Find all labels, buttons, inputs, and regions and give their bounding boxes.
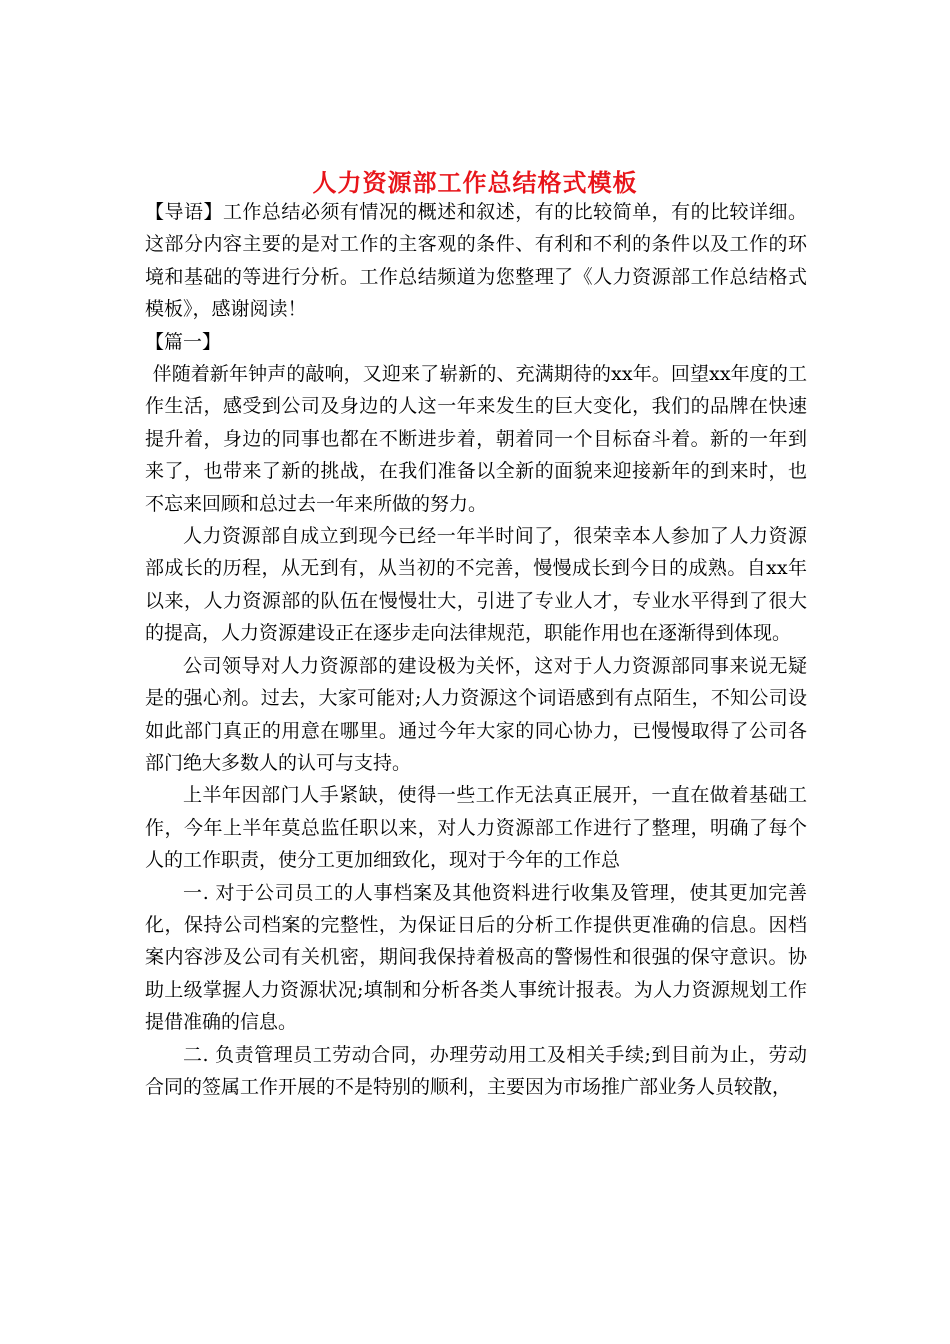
body-paragraph: 一. 对于公司员工的人事档案及其他资料进行收集及管理，使其更加完善化，保持公司档案的完整性，为保证日后的分析工作提供更准确的信息。因档案内容涉及公司有关机密，期间我保持着极高的警惕性和很强的保守意识。协助上级掌握人力资源状况;填制和分析各类人事统计报表。为人力资源规划工作提借准确的信息。 bbox=[145, 881, 807, 1034]
body-paragraph: 二. 负责管理员工劳动合同，办理劳动用工及相关手续;到目前为止，劳动合同的签属工作开展的不是特别的顺利，主要因为市场推广部业务人员较散， bbox=[145, 1043, 807, 1098]
document-title: 人力资源部工作总结格式模板 bbox=[312, 168, 638, 198]
section-heading: 【篇一】 bbox=[145, 330, 222, 353]
body-paragraph: 人力资源部自成立到现今已经一年半时间了，很荣幸本人参加了人力资源部成长的历程，从无到有，从当初的不完善，慢慢成长到今日的成熟。自xx年以来，人力资源部的队伍在慢慢壮大，引进了专业人才，专业水平得到了很大的提高，人力资源建设正在逐步走向法律规范，职能作用也在逐渐得到体现。 bbox=[145, 525, 807, 645]
body-paragraph: 公司领导对人力资源部的建设极为关怀，这对于人力资源部同事来说无疑是的强心剂。过去，大家可能对;人力资源这个词语感到有点陌生，不知公司设如此部门真正的用意在哪里。通过今年大家的同心协力，已慢慢取得了公司各部门绝大多数人的认可与支持。 bbox=[145, 654, 807, 774]
intro-paragraph: 【导语】工作总结必须有情况的概述和叙述，有的比较简单，有的比较详细。这部分内容主要的是对工作的主客观的条件、有利和不利的条件以及工作的环境和基础的等进行分析。工作总结频道为您整理了《人力资源部工作总结格式模板》，感谢阅读！ bbox=[145, 201, 807, 321]
body-paragraph: 伴随着新年钟声的敲响，又迎来了崭新的、充满期待的xx年。回望xx年度的工作生活，感受到公司及身边的人这一年来发生的巨大变化，我们的品牌在快速提升着，身边的同事也都在不断进步着，朝着同一个目标奋斗着。新的一年到来了，也带来了新的挑战，在我们准备以全新的面貌来迎接新年的到来时，也不忘来回顾和总过去一年来所做的努力。 bbox=[145, 363, 807, 515]
body-paragraph: 上半年因部门人手紧缺，使得一些工作无法真正展开，一直在做着基础工作，今年上半年莫总监任职以来，对人力资源部工作进行了整理，明确了每个人的工作职责，使分工更加细致化，现对于今年的工作总 bbox=[145, 784, 807, 872]
document-body bbox=[145, 196, 807, 1103]
